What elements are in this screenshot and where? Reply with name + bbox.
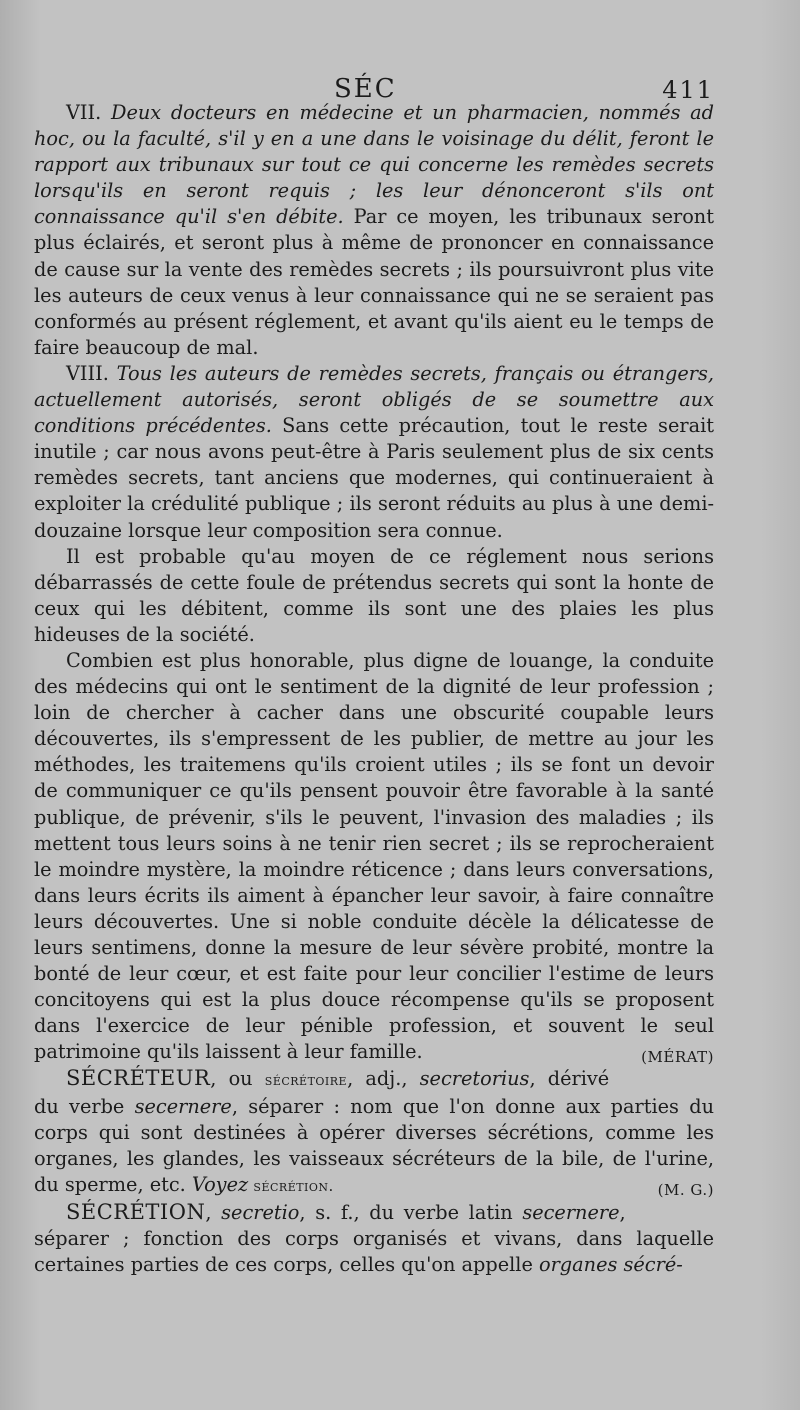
- entry-latin-verb: secernere: [134, 1094, 232, 1118]
- entry-text: , adj.,: [347, 1067, 420, 1091]
- entry-text: , dérivé du verbe: [34, 1067, 610, 1118]
- article-text-italic: Deux docteurs en médecine et un pharmacien, nommés ad hoc, ou la faculté, s'il y en a une dans le voisinage du délit, feront le rapport aux tribunaux sur tout ce qui concerne les remèdes secrets lorsqu'ils en seront requis ; les leur dénonceront s'ils ont connaissance qu'il s'en débite.: [34, 101, 714, 229]
- entry-latin: secretio: [221, 1200, 300, 1224]
- article-number: VIII.: [66, 361, 109, 385]
- author-signature: (MÉRAT): [641, 1048, 714, 1067]
- entry-text: , s. f., du verbe latin: [299, 1200, 523, 1224]
- article-text-italic: Tous les auteurs de remèdes secrets, français ou étrangers, actuellement autorisés, seront obligés de se soumettre aux conditions précédentes.: [34, 361, 714, 438]
- article-commentary: Par ce moyen, les tribunaux seront plus éclairés, et seront plus à même de prononcer en connaissance de cause sur la vente des remèdes secrets ; ils poursuivront plus vite les auteurs de ceux venus à leur connaissance qui ne se seraient pas conformés au présent réglement, et avant qu'ils aient eu le temps de faire beaucoup de mal.: [34, 205, 714, 359]
- entry-text-italic: organes sécré-: [538, 1253, 683, 1277]
- page-number: 411: [662, 76, 714, 104]
- entry-secreteur: [34, 1065, 714, 1198]
- entry-text: , ou: [210, 1067, 265, 1091]
- article-number: VII.: [66, 101, 102, 124]
- paragraph-viii: [34, 361, 714, 544]
- entry-secretion: [34, 1199, 714, 1278]
- entry-latin-verb: secernere: [522, 1200, 620, 1224]
- running-head-title: SÉC: [334, 74, 397, 104]
- paragraph-vii: [34, 100, 714, 361]
- entry-headword: SÉCRÉTION: [66, 1199, 206, 1224]
- paragraph-text: Combien est plus honorable, plus digne de louange, la conduite des médecins qui ont le sentiment de la dignité de leur profession ; loin de chercher à cacher dans une obscurité coupable leurs découvertes, ils s'empressent de les publier, de mettre au jour les méthodes, les traitemens qu'ils croient utiles ; ils se font un devoir de communiquer ce qu'ils pensent pouvoir être favorable à la santé publique, de prévenir, s'ils le peuvent, l'invasion des maladies ; ils mettent tous leurs soins à ne tenir rien secret ; ils se reprocheraient le moindre mystère, la moindre réticence ; dans leurs conversations, dans leurs écrits ils aiment à épancher leur savoir, à faire connaître leurs découvertes. Une si noble conduite décèle la délicatesse de leurs sentimens, donne la mesure de leur sévère probité, montre la bonté de leur cœur, et est faite pour leur concilier l'estime de leurs concitoyens qui est la plus douce récompense qu'ils se proposent dans l'exercice de leur pénible profession, et souvent le seul patrimoine qu'ils laissent à leur famille.: [34, 648, 714, 1064]
- entry-latin: secretorius: [419, 1067, 530, 1091]
- paragraph-combien: [34, 648, 714, 1066]
- entry-variant: sécrétoire: [264, 1071, 348, 1090]
- entry-text: ,: [205, 1200, 222, 1224]
- author-signature: (M. G.): [657, 1180, 714, 1199]
- entry-headword: SÉCRÉTEUR: [66, 1066, 211, 1091]
- page-body: [34, 100, 714, 1278]
- paragraph-probable: Il est probable qu'au moyen de ce réglement nous serions débarrassés de cette foule de prétendus secrets qui sont la honte de ceux qui les débitent, comme ils sont une des plaies les plus hideuses de la société.: [34, 544, 714, 646]
- entry-text: , séparer : nom que l'on donne aux parties du corps qui sont destinées à opérer diverses sécrétions, comme les organes, les glandes, les vaisseaux sécréteurs de la bile, de l'urine, du sperme, etc.: [34, 1094, 714, 1196]
- cross-reference-target: sécrétion.: [248, 1176, 334, 1195]
- running-head: [34, 66, 714, 104]
- article-commentary: Sans cette précaution, tout le reste serait inutile ; car nous avons peut-être à Paris seulement plus de six cents remèdes secrets, tant anciens que modernes, qui continueraient à exploiter la crédulité publique ; ils seront réduits au plus à une demi-douzaine lorsque leur composition sera connue.: [34, 414, 714, 542]
- cross-reference-label: Voyez: [191, 1172, 249, 1196]
- entry-text: , séparer ; fonction des corps organisés et vivans, dans laquelle certaines parties de ces corps, celles qu'on appelle: [34, 1200, 714, 1277]
